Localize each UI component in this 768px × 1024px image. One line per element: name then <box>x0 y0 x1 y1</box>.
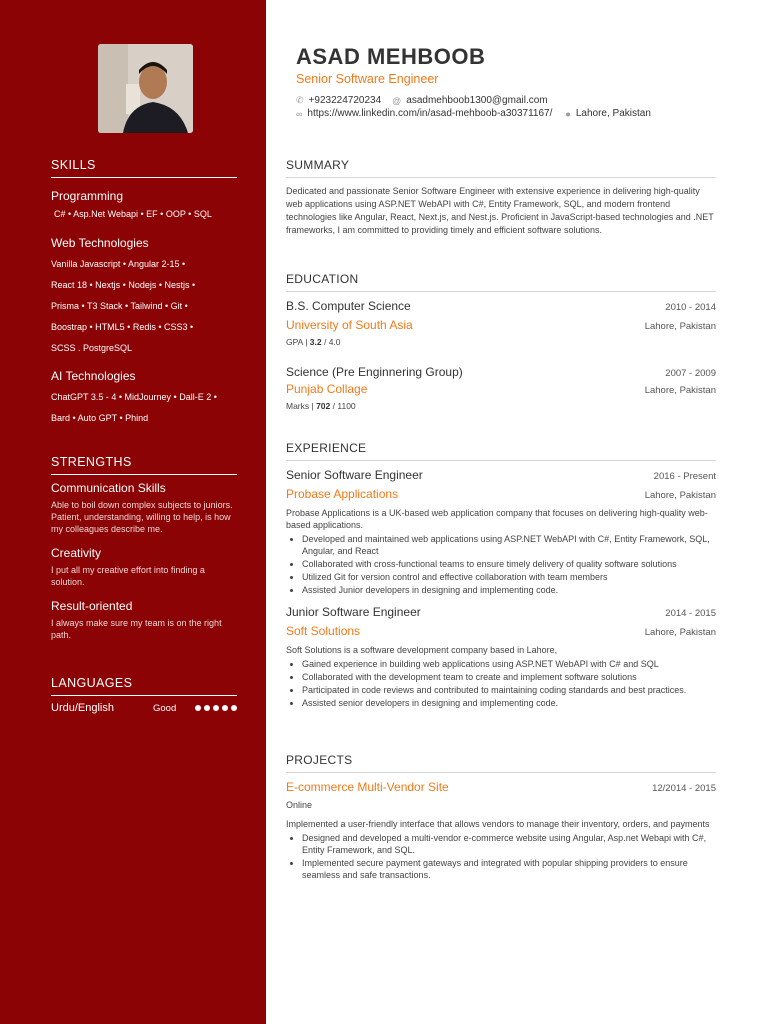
skill-group-title: AI Technologies <box>51 369 136 383</box>
skill-group-title: Web Technologies <box>51 236 149 250</box>
grade: GPA | 3.2 / 4.0 <box>286 337 341 347</box>
sidebar <box>0 0 266 1024</box>
project-title: E-commerce Multi-Vendor Site <box>286 780 449 794</box>
strength-desc: I put all my creative effort into finding a solution. <box>51 565 205 587</box>
project-list <box>286 832 716 881</box>
strengths-heading: STRENGTHS <box>51 455 237 475</box>
at-icon: @ <box>392 95 402 106</box>
contact-row <box>296 95 548 106</box>
project-entry <box>286 780 716 881</box>
summary-section <box>286 158 716 237</box>
list-item: • Utilized Git for version control and effective collaboration with team members <box>302 571 716 583</box>
candidate-role: Senior Software Engineer <box>296 72 439 86</box>
candidate-name: ASAD MEHBOOB <box>296 44 486 69</box>
project-date: 12/2014 - 2015 <box>652 783 716 794</box>
school-name: Punjab Collage <box>286 382 368 396</box>
skill-line: Bard • Auto GPT • Phind <box>51 413 149 423</box>
rating-dot <box>195 705 201 711</box>
strength-desc: Able to boil down complex subjects to juniors. Patient, understanding, willing to help, is how my colleagues describe me. <box>51 500 233 534</box>
email-text[interactable]: asadmehboob1300@gmail.com <box>406 95 548 106</box>
responsibility-list <box>286 658 716 709</box>
rating-dot <box>213 705 219 711</box>
project-description: Implemented a user-friendly interface that allows vendors to manage their inventory, orders, and payments <box>286 819 710 829</box>
summary-heading: SUMMARY <box>286 158 716 178</box>
language-level: Good <box>153 702 177 714</box>
education-heading: EDUCATION <box>286 272 716 292</box>
education-section <box>286 272 716 411</box>
projects-heading: PROJECTS <box>286 753 716 773</box>
projects-section <box>286 753 716 882</box>
grade: Marks | 702 / 1100 <box>286 401 356 411</box>
experience-section <box>286 441 716 710</box>
list-item: • Assisted Junior developers in designing and implementing code. <box>302 584 716 596</box>
grade-label: GPA <box>286 337 303 347</box>
company-name: Soft Solutions <box>286 624 361 638</box>
list-item: • Collaborated with cross-functional teams to ensure timely delivery of quality software solutions <box>302 558 716 570</box>
grade-label: Marks <box>286 401 310 411</box>
skill-line: React 18 • Nextjs • Nodejs • Nestjs • <box>51 280 196 290</box>
list-item: • Developed and maintained web applications using ASP.NET WebAPI with C#, Entity Framework, SQL, Angular, and React <box>302 533 716 557</box>
skill-line: Vanilla Javascript • Angular 2-15 • <box>51 259 186 269</box>
education-location: Lahore, Pakistan <box>644 321 716 332</box>
skill-line: ChatGPT 3.5 - 4 • MidJourney • Dall-E 2 • <box>51 392 217 402</box>
strength-desc: I always make sure my team is on the right path. <box>51 618 222 640</box>
list-item: • Designed and developed a multi-vendor e-commerce website using Angular, Asp.net Webapi with C#, Entity Framework, and SQL. <box>302 832 716 856</box>
job-title: Senior Software Engineer <box>286 468 423 482</box>
skill-line: Prisma • T3 Stack • Tailwind • Git • <box>51 301 188 311</box>
job-title: Junior Software Engineer <box>286 605 421 619</box>
company-name: Probase Applications <box>286 487 399 501</box>
skills-heading: SKILLS <box>51 158 237 178</box>
language-rating <box>195 705 237 711</box>
company-description: Soft Solutions is a software development company based in Lahore, <box>286 645 558 655</box>
strength-title: Result-oriented <box>51 599 133 613</box>
job-location: Lahore, Pakistan <box>644 627 716 638</box>
education-entry <box>286 299 716 347</box>
profile-photo <box>98 44 193 133</box>
degree-title: B.S. Computer Science <box>286 299 411 313</box>
education-date: 2010 - 2014 <box>665 302 716 313</box>
languages-heading: LANGUAGES <box>51 676 237 696</box>
list-item: • Gained experience in building web applications using ASP.NET WebAPI with C# and SQL <box>302 658 716 670</box>
grade-max: / 4.0 <box>324 337 341 347</box>
link-icon: ∞ <box>296 108 303 119</box>
skills-section <box>51 158 237 429</box>
location-pin-icon: ● <box>565 108 571 119</box>
list-item: • Assisted senior developers in designing and implementing code. <box>302 697 716 709</box>
location-text: Lahore, Pakistan <box>575 108 651 119</box>
skill-group-title: Programming <box>51 189 124 203</box>
list-item: • Collaborated with the development team to create and implement software solutions <box>302 671 716 683</box>
experience-entry <box>286 605 716 709</box>
education-location: Lahore, Pakistan <box>644 385 716 396</box>
grade-value: 3.2 <box>309 337 322 347</box>
school-name: University of South Asia <box>286 318 413 332</box>
phone-text[interactable]: +923224720234 <box>308 95 382 106</box>
experience-entry <box>286 468 716 596</box>
strength-title: Creativity <box>51 546 102 560</box>
experience-heading: EXPERIENCE <box>286 441 716 461</box>
language-row <box>51 702 237 714</box>
degree-title: Science (Pre Enginnering Group) <box>286 365 463 379</box>
contact-row <box>296 108 651 119</box>
list-item: • Participated in code reviews and contributed to maintaining coding standards and best practices. <box>302 684 716 696</box>
grade-max: / 1100 <box>332 401 356 411</box>
rating-dot <box>222 705 228 711</box>
education-date: 2007 - 2009 <box>665 368 716 379</box>
job-date: 2016 - Present <box>653 471 716 482</box>
company-description: Probase Applications is a UK-based web application company that focuses on delivering high-quality web-based applications. <box>286 508 708 530</box>
phone-icon: ✆ <box>296 95 304 105</box>
languages-section <box>51 676 237 714</box>
language-name: Urdu/English <box>51 702 114 714</box>
strength-title: Communication Skills <box>51 481 166 495</box>
strengths-section <box>51 455 237 641</box>
job-date: 2014 - 2015 <box>665 608 716 619</box>
linkedin-link[interactable]: https://www.linkedin.com/in/asad-mehboob-a30371167/ <box>307 108 553 119</box>
education-entry <box>286 365 716 411</box>
list-item: • Implemented secure payment gateways and integrated with popular shipping providers to ensure seamless and safe transactions. <box>302 857 716 881</box>
skill-line: SCSS . PostgreSQL <box>51 343 133 353</box>
rating-dot <box>204 705 210 711</box>
skill-line: C# • Asp.Net Webapi • EF • OOP • SQL <box>54 209 212 219</box>
job-location: Lahore, Pakistan <box>644 490 716 501</box>
responsibility-list <box>286 533 716 596</box>
project-type: Online <box>286 800 313 810</box>
grade-value: 702 <box>316 401 331 411</box>
summary-text: Dedicated and passionate Senior Software Engineer with extensive experience in delivering high-quality web applications using ASP.NET WebAPI with C#, Entity Framework, SQL, and modern frontend technologies like Angular, React, Next.js, and Nest.js. Proficient in JavaScript-based technologies and .NET frameworks, I am committed to providing timely and efficient software solutions. <box>286 186 714 235</box>
skill-line: Boostrap • HTML5 • Redis • CSS3 • <box>51 322 194 332</box>
rating-dot <box>231 705 237 711</box>
